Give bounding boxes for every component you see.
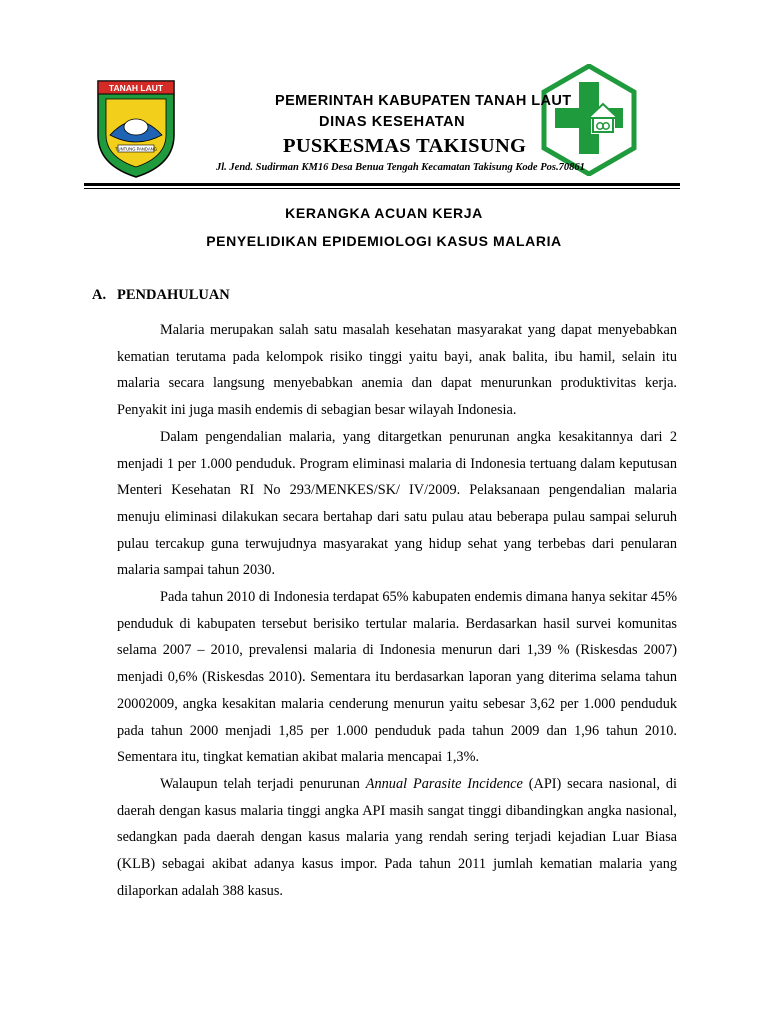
paragraph-2: Dalam pengendalian malaria, yang ditargetkan penurunan angka kesakitannya dari 2 menjadi 1 per 1.000 penduduk. Program eliminasi malaria di Indonesia tertuang dalam keputusan Menteri Kesehatan RI No 293/MENKES/SK/ IV/2009. Pelaksanaan pengendalian malaria menuju eliminasi dilakukan secara bertahap dari satu pulau atau beberapa pulau sampai seluruh pulau tercakup guna terwujudnya masyarakat yang hidup sehat yang terbebas dari penularan malaria sampai tahun 2030. [117,428,677,579]
header-puskesmas-name: PUSKESMAS TAKISUNG [283,135,527,157]
paragraph-4-italic-term: Annual Parasite Incidence [365,775,523,792]
document-subtitle: PENYELIDIKAN EPIDEMIOLOGI KASUS MALARIA [206,233,562,249]
header-department: DINAS KESEHATAN [319,114,466,130]
tanah-laut-logo [94,79,178,179]
header-rule-thick [84,183,680,186]
paragraph-3: Pada tahun 2010 di Indonesia terdapat 65% kabupaten endemis dimana hanya sekitar 45% penduduk di kabupaten tersebut berisiko tertular malaria. Berdasarkan hasil survei komunitas selama 2007 – 2010, prevalensi malaria di Indonesia menurun dari 1,39 % (Riskesdas 2007) menjadi 0,6% (Riskesdas 2010). Sementara itu berdasarkan laporan yang diterima selama tahun 20002009, angka kesakitan malaria cenderung menurun yaitu sebesar 3,62 per 1.000 penduduk pada tahun 2000 menjadi 1,85 per 1.000 penduduk pada tahun 2009 dan 1,96 tahun 2010. Sementara itu, tingkat kematian akibat malaria mencapai 1,3%. [117,589,677,766]
section-heading: PENDAHULUAN [117,287,230,303]
svg-text:TANAH LAUT: TANAH LAUT [108,83,164,93]
paragraph-4 [117,771,677,905]
paragraph-4-part-1: Walaupun telah terjadi penurunan [160,775,366,792]
header-government: PEMERINTAH KABUPATEN TANAH LAUT [275,93,572,109]
body-text [117,317,677,904]
puskesmas-logo [541,64,637,176]
paragraph-4-part-2: (API) secara nasional, di daerah dengan kasus malaria tinggi angka API masih sangat tinggi dibandingkan angka nasional, sedangkan pada daerah dengan kasus malaria yang rendah sering terjadi kejadian Luar Biasa (KLB) sebagai akibat adanya kasus impor. Pada tahun 2011 jumlah kematian malaria yang dilaporkan adalah 388 kasus. [117,775,677,899]
document-title: KERANGKA ACUAN KERJA [285,205,483,221]
header-address: Jl. Jend. Sudirman KM16 Desa Benua Tengah Kecamatan Takisung Kode Pos.70861 [216,162,585,173]
header-rule-thin [84,188,680,189]
paragraph-1: Malaria merupakan salah satu masalah kesehatan masyarakat yang dapat menyebabkan kematian terutama pada kelompok risiko tinggi yaitu bayi, anak balita, ibu hamil, selain itu malaria secara langsung menyebabkan anemia dan dapat menurunkan produktivitas kerja. Penyakit ini juga masih endemis di sebagian besar wilayah Indonesia. [117,322,677,419]
section-number: A. [92,287,107,303]
svg-text:TUNTUNG PANDANG: TUNTUNG PANDANG [114,146,158,152]
